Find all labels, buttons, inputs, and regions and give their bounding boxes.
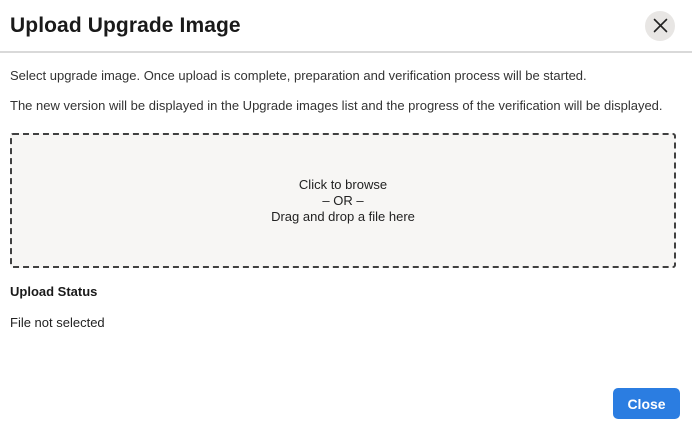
dialog-title: Upload Upgrade Image xyxy=(10,13,241,37)
description-line-2: The new version will be displayed in the Upgrade images list and the progress of the verification will be displayed. xyxy=(10,98,663,113)
description-line-1: Select upgrade image. Once upload is complete, preparation and verification process will be started. xyxy=(10,68,587,83)
dialog-footer xyxy=(613,388,680,419)
dropzone-drag-label: Drag and drop a file here xyxy=(271,208,415,224)
upload-status-value: File not selected xyxy=(10,315,105,330)
dropzone-or-label: – OR – xyxy=(322,192,364,208)
upload-status-heading: Upload Status xyxy=(10,284,98,299)
file-dropzone[interactable] xyxy=(10,133,676,268)
dropzone-browse-label[interactable]: Click to browse xyxy=(298,176,388,192)
close-button[interactable]: Close xyxy=(613,388,680,419)
close-icon[interactable] xyxy=(645,11,675,41)
close-x-glyph xyxy=(653,18,668,33)
dialog-header xyxy=(0,0,692,53)
dialog-body xyxy=(0,68,692,330)
